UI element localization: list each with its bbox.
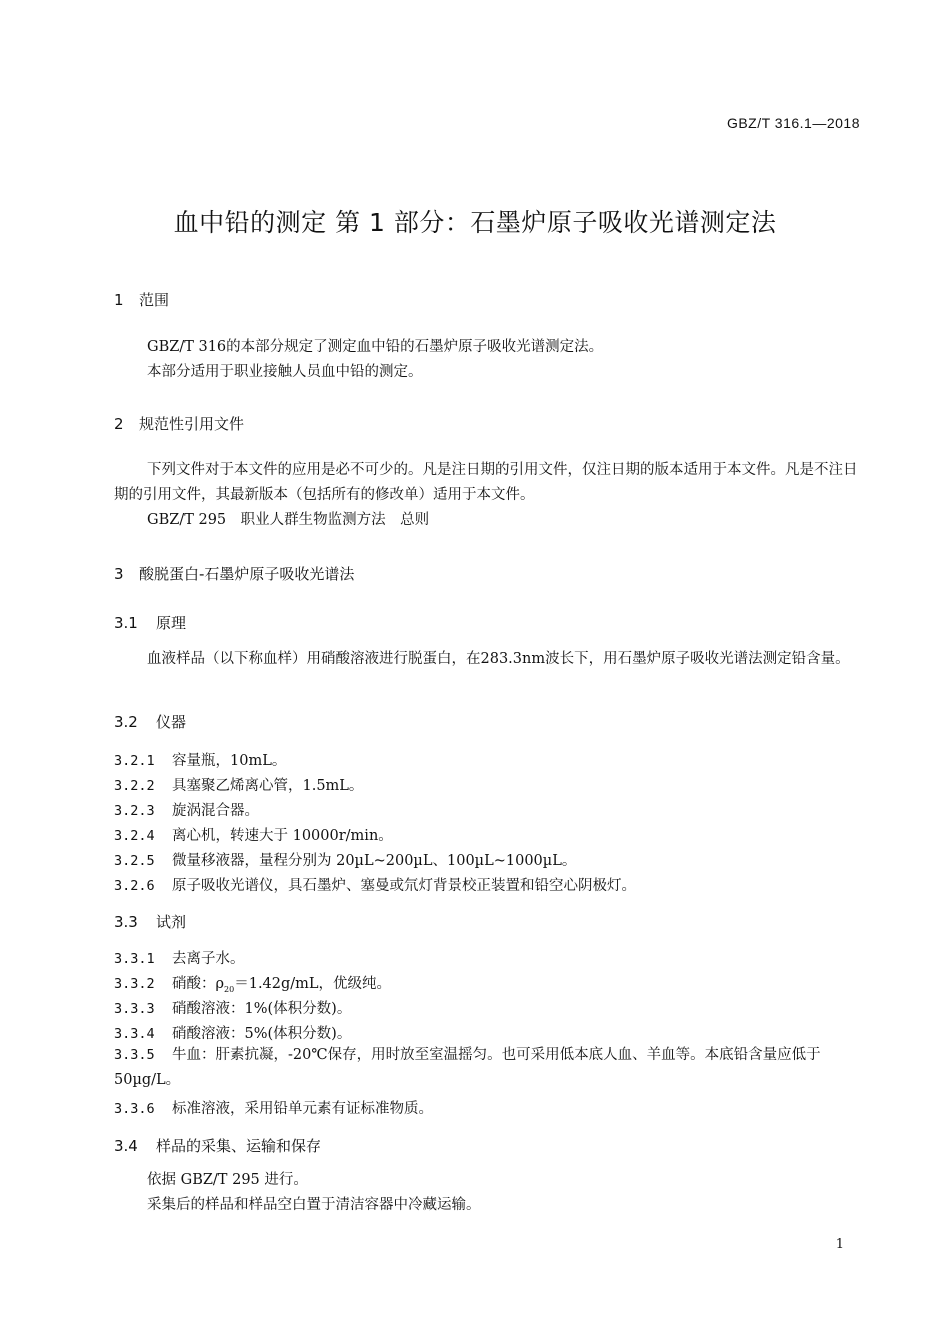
item-number: 3.2.6 [114,878,155,894]
section-3-3-heading [114,911,186,932]
section-number: 3.1 [114,614,138,632]
item-number: 3.2.1 [114,753,155,769]
list-item [114,972,391,994]
section-number: 1 [114,291,124,309]
section-title: 试剂 [156,913,187,931]
section-title: 酸脱蛋白-石墨炉原子吸收光谱法 [139,565,355,583]
section-3-4-paragraph-2: 采集后的样品和样品空白置于清洁容器中冷藏运输。 [147,1197,481,1213]
list-item [114,1043,862,1093]
item-number: 3.3.1 [114,951,155,967]
section-number: 2 [114,415,124,433]
item-number: 3.3.6 [114,1101,155,1117]
item-text: 标准溶液，采用铅单元素有证标准物质。 [172,1101,433,1117]
section-number: 3 [114,565,124,583]
section-3-heading [114,563,354,584]
section-3-1-heading [114,612,186,633]
item-number: 3.3.4 [114,1026,155,1042]
page-number: 1 [835,1237,844,1252]
section-3-4-paragraph-1: 依据 GBZ/T 295 进行。 [147,1172,308,1188]
list-item [114,1022,351,1043]
section-3-1-paragraph: 血液样品（以下称血样）用硝酸溶液进行脱蛋白，在283.3nm波长下，用石墨炉原子吸收光谱法测定铅含量。 [147,651,850,667]
list-item [114,1097,433,1118]
section-title: 原理 [156,614,187,632]
list-item [114,774,363,795]
standard-number: GBZ/T 316.1—2018 [726,115,860,131]
section-2-reference: GBZ/T 295 职业人群生物监测方法 总则 [147,512,430,528]
section-title: 样品的采集、运输和保存 [156,1137,322,1155]
section-2-paragraph-1: 下列文件对于本文件的应用是必不可少的。凡是注日期的引用文件，仅注日期的版本适用于本文件。凡是不注日期的引用文件，其最新版本（包括所有的修改单）适用于本文件。 [114,462,858,503]
item-number: 3.2.3 [114,803,155,819]
item-text: 容量瓶，10mL。 [172,753,287,769]
list-item [114,849,576,870]
section-2-heading [114,413,244,434]
section-title: 仪器 [156,713,187,731]
section-1-paragraph-1: GBZ/T 316的本部分规定了测定血中铅的石墨炉原子吸收光谱测定法。 [147,339,604,355]
list-item [114,749,286,770]
item-number: 3.3.5 [114,1047,155,1063]
item-number: 3.2.5 [114,853,155,869]
item-number: 3.3.3 [114,1001,155,1017]
section-1-paragraph-2: 本部分适用于职业接触人员血中铅的测定。 [147,364,423,380]
list-item [114,874,636,895]
item-text: 去离子水。 [172,951,245,967]
list-item [114,947,245,968]
item-number: 3.2.4 [114,828,155,844]
item-text: 旋涡混合器。 [172,803,259,819]
list-item [114,824,393,845]
item-text: 微量移液器，量程分别为 20µL~200µL、100µL~1000µL。 [172,853,577,869]
item-number: 3.3.2 [114,976,155,992]
section-title: 规范性引用文件 [139,415,245,433]
item-text: 硝酸溶液：1%(体积分数)。 [172,1001,352,1017]
item-text: 牛血：肝素抗凝，-20℃保存，用时放至室温摇匀。也可采用低本底人血、羊血等。本底铅含量应低于 50µg/L。 [114,1047,821,1088]
item-text: 具塞聚乙烯离心管，1.5mL。 [172,778,364,794]
item-text: 硝酸：ρ [172,976,225,992]
section-number: 3.2 [114,713,138,731]
section-3-2-heading [114,711,186,732]
document-title: 血中铅的测定 第 1 部分：石墨炉原子吸收光谱测定法 [173,208,777,237]
item-text: 硝酸溶液：5%(体积分数)。 [172,1026,352,1042]
list-item [114,997,351,1018]
item-subscript: 20 [224,984,235,994]
item-text: ＝1.42g/mL，优级纯。 [234,976,392,992]
section-1-heading [114,289,169,310]
item-number: 3.2.2 [114,778,155,794]
section-number: 3.3 [114,913,138,931]
section-number: 3.4 [114,1137,138,1155]
section-title: 范围 [139,291,170,309]
item-text: 离心机，转速大于 10000r/min。 [172,828,393,844]
item-text: 原子吸收光谱仪，具石墨炉、塞曼或氘灯背景校正装置和铅空心阴极灯。 [172,878,636,894]
list-item [114,799,259,820]
section-3-4-heading [114,1135,321,1156]
